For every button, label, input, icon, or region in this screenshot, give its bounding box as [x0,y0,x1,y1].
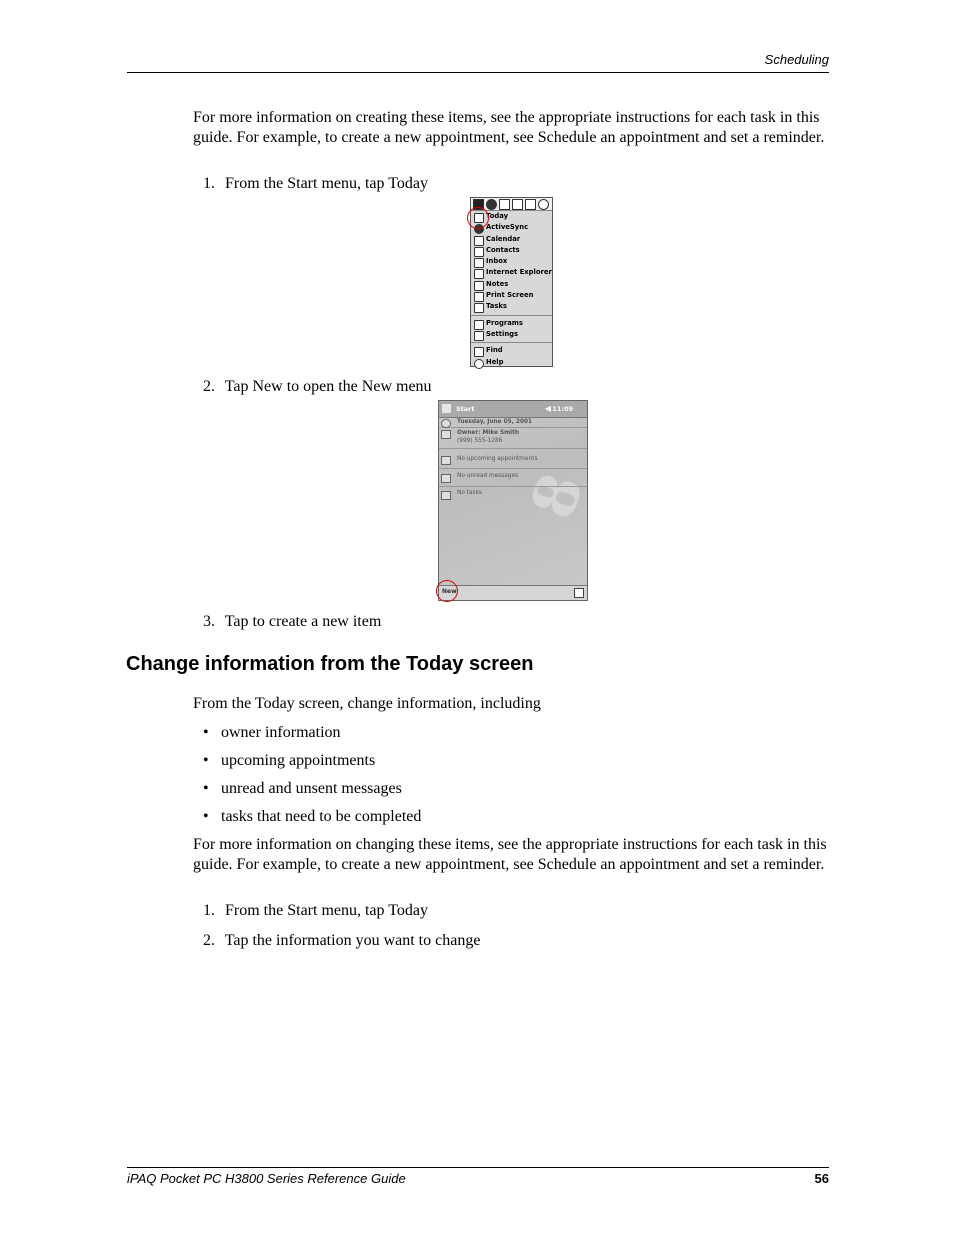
section-lead: From the Today screen, change information, including [193,695,541,712]
menu-item-today[interactable]: Today [471,211,552,222]
page-number: 56 [814,1171,829,1186]
step-b-1 [203,901,428,921]
page-footer [127,1167,829,1186]
more-info-paragraph: For more information on changing these items, see the appropriate instructions for each task in this guide. For example, to create a new appointment, see Schedule an appointment and set a reminder. [193,836,827,873]
today-screen-screenshot [438,400,599,601]
start-label[interactable]: Start [456,405,475,413]
step-3 [203,612,381,632]
settings-icon [474,331,484,341]
menu-item-contacts[interactable]: Contacts [471,245,552,256]
step-number: 1. [203,175,215,192]
step-number: 3. [203,613,215,630]
menu-item-programs[interactable]: Programs [471,318,552,329]
menu-item-help[interactable]: Help [471,357,552,368]
help-icon [474,359,484,369]
step-text: Tap to create a new item [224,613,382,630]
section-title: Scheduling [764,52,829,67]
tasks-icon [474,303,484,313]
menu-item-notes[interactable]: Notes [471,279,552,290]
command-bar [439,585,587,600]
date-row[interactable]: Tuesday, June 05, 2001 [439,417,587,428]
owner-icon [441,430,451,439]
appointments-row[interactable]: No upcoming appointments [439,451,587,469]
step-b-2 [203,931,480,951]
menu-item-find[interactable]: Find [471,345,552,356]
step-2 [203,377,432,397]
clock-icon [441,419,451,428]
menu-item-inbox[interactable]: Inbox [471,256,552,267]
highlight-circle-new [436,580,458,602]
highlight-circle-today [467,207,489,229]
menu-item-settings[interactable]: Settings [471,329,552,340]
guide-title: iPAQ Pocket PC H3800 Series Reference Guide [127,1171,406,1186]
windows-watermark: 8 [518,464,599,528]
section-heading: Change information from the Today screen [126,653,534,675]
step-text: From the Start menu, tap Today [225,175,428,192]
intro-paragraph: For more information on creating these items, see the appropriate instructions for each task in this guide. For example, to create a new appointment, see Schedule an appointment and set a reminder. [193,109,825,146]
owner-row[interactable]: Owner: Mike Smith (999) 555-1286 [439,428,587,449]
menu-item-calendar[interactable]: Calendar [471,234,552,245]
new-button[interactable]: New [442,588,457,595]
inbox-icon [441,474,451,483]
list-item: • upcoming appointments [203,752,376,769]
page-header [127,52,829,73]
step-1 [203,174,428,194]
menu-item-activesync[interactable]: ActiveSync [471,222,552,233]
menu-item-print-screen[interactable]: Print Screen [471,290,552,301]
list-item: • tasks that need to be completed [203,808,422,825]
step-number: 2. [203,378,215,395]
today-title-bar [439,401,587,418]
speaker-icon[interactable]: ◀ [544,404,551,413]
step-number: 2. [203,932,215,949]
step-number: 1. [203,902,215,919]
menu-item-tasks[interactable]: Tasks [471,301,552,312]
messages-row[interactable]: No unread messages [439,469,587,487]
menu-item-internet-explorer[interactable]: Internet Explorer [471,267,552,278]
calendar-icon [441,456,451,465]
tasks-row[interactable]: No tasks [439,487,587,503]
windows-flag-icon[interactable] [442,404,451,413]
clock-label[interactable]: 11:09 [552,405,573,413]
tasks-icon [441,491,451,500]
list-item: • unread and unsent messages [203,780,402,797]
step-text: From the Start menu, tap Today [225,902,428,919]
keyboard-icon[interactable] [574,588,584,598]
list-item: • owner information [203,724,341,741]
step-text: Tap New to open the New menu [224,378,432,395]
step-text: Tap the information you want to change [224,932,481,949]
